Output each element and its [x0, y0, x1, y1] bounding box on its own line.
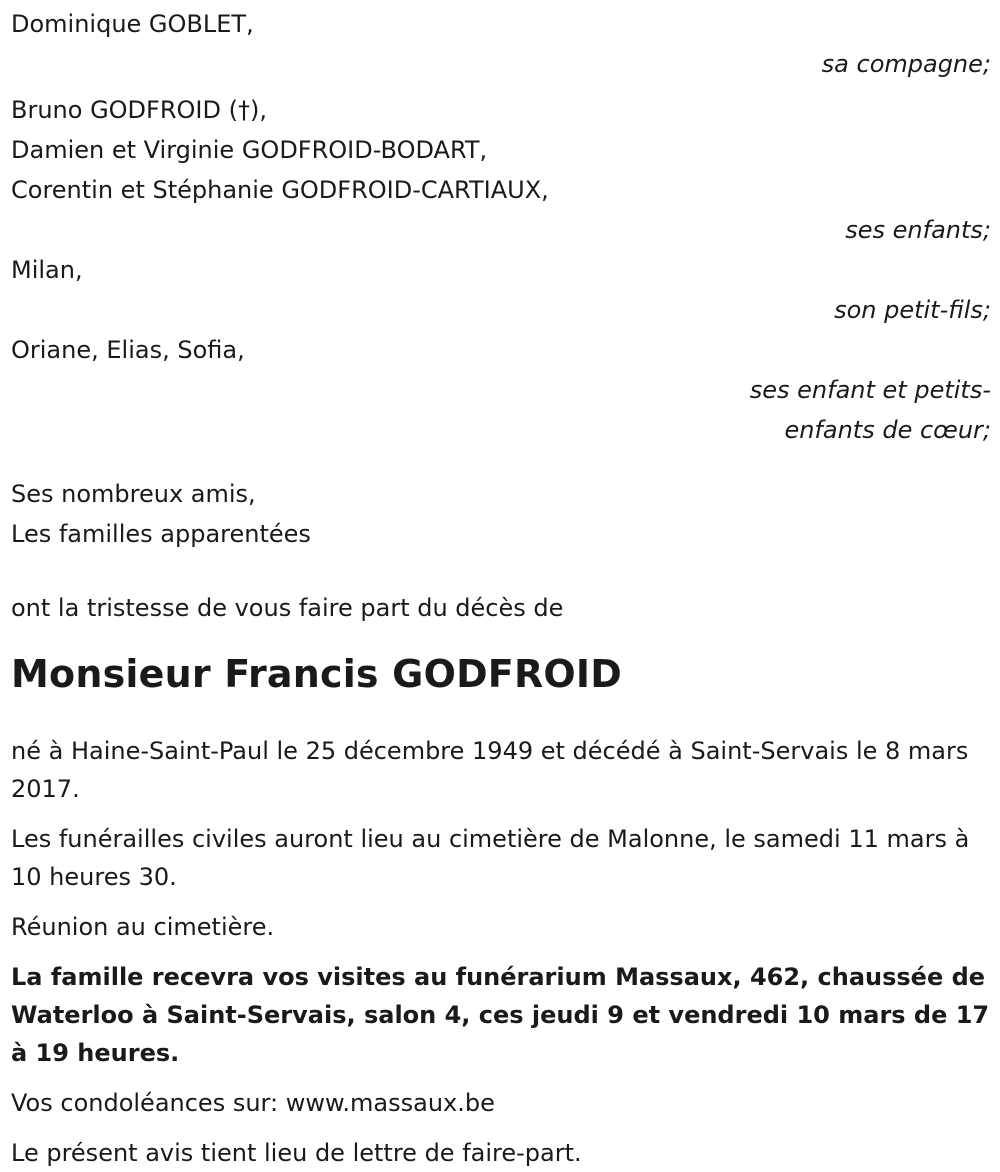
companion-name: Dominique GOBLET, — [11, 10, 254, 38]
companion-role: sa compagne; — [821, 50, 991, 78]
child-name: Corentin et Stéphanie GODFROID-CARTIAUX, — [11, 176, 549, 204]
birth-death-text: né à Haine-Saint-Paul le 25 décembre 1949 et décédé à Saint-Servais le 8 mars 2017. — [11, 737, 969, 803]
heart-children-role-line2: enfants de cœur; — [784, 416, 991, 444]
notice-text: Le présent avis tient lieu de lettre de faire-part. — [11, 1139, 582, 1167]
friends: Ses nombreux amis, — [11, 480, 256, 508]
meeting-text: Réunion au cimetière. — [11, 913, 275, 941]
relatives: Les familles apparentées — [11, 520, 311, 548]
deceased-name: Monsieur Francis GODFROID — [11, 652, 623, 696]
condolences-text: Vos condoléances sur: www.massaux.be — [11, 1089, 495, 1117]
child-name: Damien et Virginie GODFROID-BODART, — [11, 136, 488, 164]
grandchild-name: Milan, — [11, 256, 83, 284]
visits-text: La famille recevra vos visites au funérarium Massaux, 462, chaussée de Waterloo à Saint-Servais, salon 4, ces jeudi 9 et vendredi 10 mars de 17 à 19 heures. — [11, 963, 990, 1067]
heart-children-names: Oriane, Elias, Sofia, — [11, 336, 245, 364]
children-role: ses enfants; — [845, 216, 991, 244]
child-name: Bruno GODFROID (†), — [11, 96, 267, 124]
heart-children-role-line1: ses enfant et petits- — [749, 376, 991, 404]
funeral-text: Les funérailles civiles auront lieu au cimetière de Malonne, le samedi 11 mars à 10 heures 30. — [11, 825, 970, 891]
grandchild-role: son petit-fils; — [834, 296, 991, 324]
announcement: ont la tristesse de vous faire part du décès de — [11, 594, 564, 622]
